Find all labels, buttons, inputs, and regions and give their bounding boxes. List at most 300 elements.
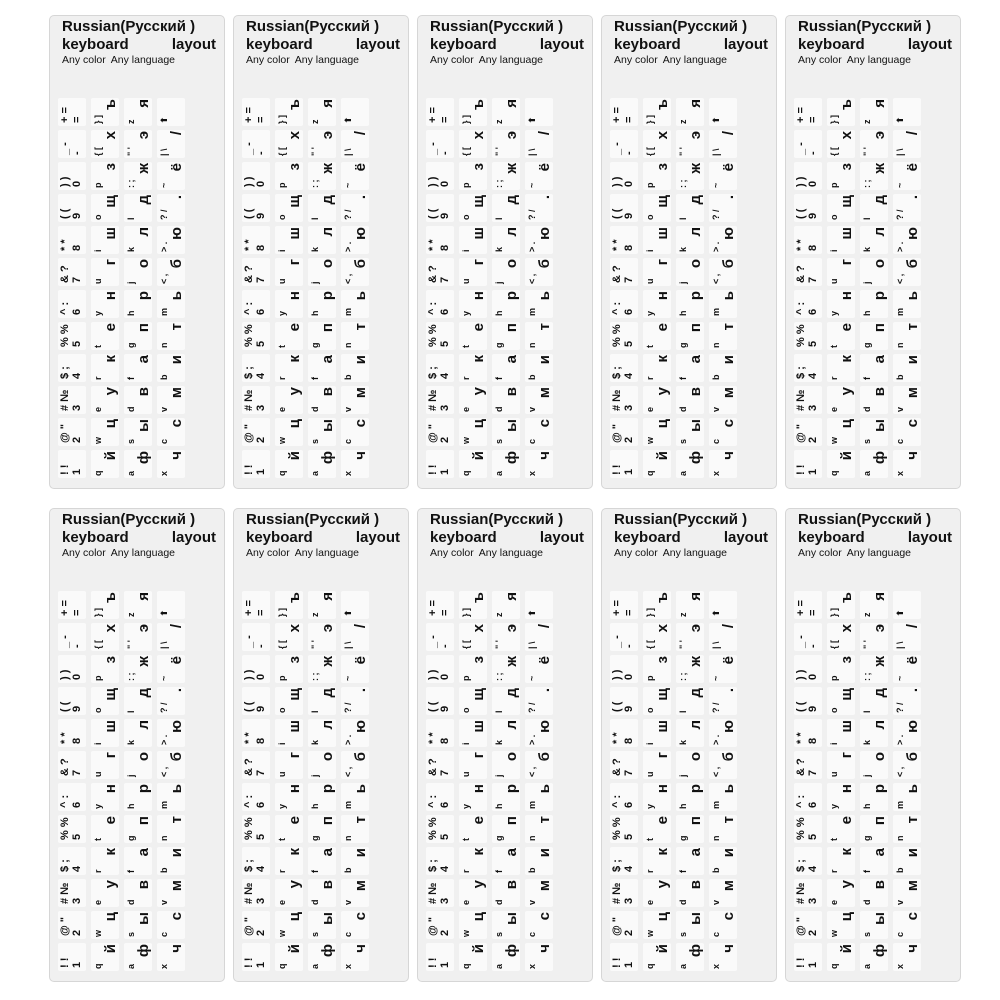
letter-key — [643, 751, 671, 779]
cyrillic-letter: б — [168, 259, 185, 269]
key-base-symbol: 0 — [807, 180, 819, 187]
letter-key — [643, 386, 671, 414]
cyrillic-letter: . — [904, 195, 921, 200]
latin-letter: m — [527, 307, 537, 316]
latin-letter: o — [93, 214, 103, 220]
letter-key — [827, 258, 855, 286]
cyrillic-letter: ж — [319, 163, 336, 174]
cyrillic-letter: ы — [687, 419, 704, 432]
letter-key — [308, 162, 336, 190]
keyboard-sticker-sheet — [233, 15, 409, 489]
key-base-symbol: 1 — [439, 961, 451, 968]
cyrillic-letter: ц — [654, 912, 671, 922]
tagline-text: Any language — [662, 54, 728, 66]
key-base-symbol: = — [623, 609, 635, 616]
letter-key — [492, 194, 520, 222]
cyrillic-letter: я — [319, 592, 336, 601]
key-label-group — [827, 943, 855, 971]
cyrillic-letter: ж — [687, 656, 704, 667]
cyrillic-letter: н — [654, 784, 671, 794]
key-label-group — [308, 258, 336, 286]
number-key — [794, 943, 822, 971]
key-base-symbol: 0 — [439, 673, 451, 680]
key-label-group — [426, 418, 454, 446]
key-label-group — [676, 719, 704, 747]
key-label-group — [91, 98, 119, 126]
tagline-text: Any color — [798, 547, 842, 559]
key-label-group — [860, 719, 888, 747]
key-label-group — [893, 322, 921, 350]
cyrillic-letter: ъ — [102, 592, 119, 603]
letter-key — [124, 162, 152, 190]
letter-key — [676, 719, 704, 747]
letter-key — [860, 226, 888, 254]
tagline-text: Any color — [614, 54, 658, 66]
latin-letter: e — [829, 899, 839, 905]
key-label-group — [610, 322, 638, 350]
key-label-group — [643, 450, 671, 478]
letter-key — [492, 162, 520, 190]
key-label-group — [643, 879, 671, 907]
letter-key — [525, 450, 553, 478]
latin-letter: | \ — [343, 641, 353, 649]
key-shift-symbol: * * — [795, 239, 807, 251]
cyrillic-letter: п — [503, 323, 520, 333]
tagline-text: Any color — [62, 54, 106, 66]
number-key — [610, 322, 638, 350]
sticker-header — [430, 511, 588, 560]
latin-letter: h — [126, 803, 136, 809]
subtitle-word: layout — [355, 36, 400, 53]
latin-letter: y — [93, 803, 103, 809]
letter-key — [643, 354, 671, 382]
number-key — [426, 354, 454, 382]
cyrillic-letter: ё — [352, 656, 369, 665]
key-base-symbol: 1 — [71, 468, 83, 475]
latin-letter: i — [93, 742, 103, 745]
letter-key — [860, 386, 888, 414]
key-label-group — [676, 655, 704, 683]
sticker-tagline — [430, 54, 588, 67]
key-shift-symbol: ^ : — [59, 301, 71, 315]
latin-letter: y — [277, 803, 287, 809]
letter-key — [459, 847, 487, 875]
cyrillic-letter: ъ — [654, 592, 671, 603]
sticker-title: Russian(Русский ) — [246, 18, 380, 35]
latin-letter: < , — [711, 273, 721, 284]
latin-letter: k — [678, 739, 688, 745]
key-label-group — [275, 591, 303, 619]
key-shift-symbol: _ - — [795, 635, 807, 648]
cyrillic-letter: м — [536, 387, 553, 399]
latin-letter: x — [711, 470, 721, 476]
letter-key — [91, 911, 119, 939]
key-shift-symbol: ( ( — [427, 208, 439, 219]
number-key — [426, 418, 454, 446]
key-label-group — [643, 783, 671, 811]
number-key — [794, 418, 822, 446]
latin-letter: m — [895, 800, 905, 809]
sticker-header — [62, 511, 220, 560]
cyrillic-letter: е — [838, 816, 855, 825]
key-label-group — [676, 290, 704, 318]
key-label-group — [709, 591, 737, 619]
latin-letter: v — [895, 406, 905, 412]
letter-key — [709, 418, 737, 446]
number-key — [426, 290, 454, 318]
key-label-group — [275, 719, 303, 747]
letter-key — [709, 98, 737, 126]
letter-key — [893, 130, 921, 158]
letter-key — [308, 418, 336, 446]
latin-letter: i — [461, 249, 471, 252]
key-label-group — [827, 879, 855, 907]
letter-key — [525, 783, 553, 811]
key-label-group — [525, 623, 553, 651]
cyrillic-letter: . — [168, 688, 185, 693]
letter-key — [275, 751, 303, 779]
key-base-symbol: 0 — [807, 673, 819, 680]
cyrillic-letter: с — [720, 419, 737, 428]
letter-key — [492, 623, 520, 651]
cyrillic-letter: л — [503, 720, 520, 730]
number-key — [58, 450, 86, 478]
letter-key — [275, 783, 303, 811]
key-base-symbol: 0 — [623, 673, 635, 680]
key-base-symbol: 9 — [807, 705, 819, 712]
cyrillic-letter: у — [102, 880, 119, 889]
latin-letter: > . — [159, 241, 169, 252]
key-label-group — [308, 226, 336, 254]
latin-letter: z — [310, 119, 320, 124]
key-label-group — [709, 943, 737, 971]
key-base-symbol: 4 — [623, 865, 635, 872]
key-label-group — [827, 847, 855, 875]
key-label-group — [459, 130, 487, 158]
key-label-group — [709, 719, 737, 747]
cyrillic-letter: д — [319, 688, 336, 698]
letter-key — [157, 322, 185, 350]
key-label-group — [794, 655, 822, 683]
latin-letter: r — [645, 869, 655, 873]
key-base-symbol: 9 — [71, 705, 83, 712]
letter-key — [157, 418, 185, 446]
latin-letter: " ' — [126, 640, 136, 649]
letter-key — [308, 226, 336, 254]
latin-letter: r — [93, 869, 103, 873]
key-label-group — [676, 911, 704, 939]
letter-key — [709, 815, 737, 843]
cyrillic-letter: ю — [168, 227, 185, 240]
key-shift-symbol: % % — [59, 817, 71, 840]
key-shift-symbol: * * — [611, 239, 623, 251]
latin-letter: e — [829, 406, 839, 412]
cyrillic-letter: ю — [536, 720, 553, 733]
key-label-group — [426, 815, 454, 843]
letter-key — [157, 354, 185, 382]
subtitle-word: layout — [723, 36, 768, 53]
cyrillic-letter: и — [904, 848, 921, 858]
key-base-symbol: 9 — [255, 705, 267, 712]
key-base-symbol: = — [807, 609, 819, 616]
letter-key — [709, 687, 737, 715]
cyrillic-letter: ю — [720, 720, 737, 733]
latin-letter: n — [343, 835, 353, 841]
letter-key — [893, 98, 921, 126]
latin-letter: z — [862, 119, 872, 124]
latin-letter: p — [93, 675, 103, 681]
number-key — [426, 591, 454, 619]
letter-key — [308, 655, 336, 683]
cyrillic-letter: и — [352, 355, 369, 365]
latin-letter: } ] — [93, 608, 103, 617]
latin-letter: | \ — [159, 148, 169, 156]
cyrillic-letter: ь — [536, 784, 553, 794]
keyboard-sticker-sheet — [785, 15, 961, 489]
latin-letter: u — [829, 771, 839, 777]
latin-letter: m — [711, 800, 721, 809]
latin-letter: y — [461, 803, 471, 809]
key-base-symbol: 8 — [623, 737, 635, 744]
cyrillic-letter: о — [503, 752, 520, 762]
key-label-group — [893, 162, 921, 190]
cyrillic-letter: ы — [135, 912, 152, 925]
cyrillic-letter: г — [838, 259, 855, 266]
number-key — [58, 98, 86, 126]
cyrillic-letter: н — [654, 291, 671, 301]
letter-key — [275, 591, 303, 619]
sticker-tagline — [246, 547, 404, 560]
letter-key — [459, 719, 487, 747]
letter-key — [459, 687, 487, 715]
latin-letter: p — [829, 182, 839, 188]
letter-key — [492, 879, 520, 907]
key-label-group — [643, 162, 671, 190]
key-label-group — [492, 847, 520, 875]
key-shift-symbol: ! ! — [795, 957, 807, 968]
letter-key — [827, 226, 855, 254]
cyrillic-letter: ф — [503, 944, 520, 958]
key-label-group — [860, 623, 888, 651]
key-label-group — [709, 162, 737, 190]
letter-key — [827, 290, 855, 318]
cyrillic-letter: у — [838, 387, 855, 396]
latin-letter: d — [678, 899, 688, 905]
cyrillic-letter: ч — [536, 944, 553, 953]
latin-letter: j — [494, 774, 504, 777]
letter-key — [893, 194, 921, 222]
letter-key — [341, 943, 369, 971]
number-key — [794, 847, 822, 875]
letter-key — [308, 98, 336, 126]
key-base-symbol: 1 — [623, 468, 635, 475]
cyrillic-letter: п — [687, 816, 704, 826]
key-label-group — [459, 162, 487, 190]
key-label-group — [426, 386, 454, 414]
cyrillic-letter: / — [352, 624, 369, 629]
latin-letter: g — [862, 835, 872, 841]
number-key — [242, 98, 270, 126]
key-label-group — [610, 162, 638, 190]
key-shift-symbol: _ - — [427, 635, 439, 648]
letter-key — [91, 687, 119, 715]
key-label-group — [610, 98, 638, 126]
key-label-group — [426, 322, 454, 350]
cyrillic-letter: щ — [102, 195, 119, 208]
letter-key — [709, 911, 737, 939]
key-label-group — [860, 943, 888, 971]
key-grid — [426, 86, 588, 482]
letter-key — [157, 687, 185, 715]
key-label-group — [525, 386, 553, 414]
letter-key — [275, 290, 303, 318]
key-label-group — [643, 623, 671, 651]
number-key — [242, 943, 270, 971]
key-label-group — [242, 322, 270, 350]
cyrillic-letter: ё — [168, 656, 185, 665]
latin-letter: o — [277, 707, 287, 713]
cyrillic-letter: с — [720, 912, 737, 921]
cyrillic-letter: ы — [503, 419, 520, 432]
number-key — [794, 751, 822, 779]
tagline-text: Any color — [430, 547, 474, 559]
letter-key — [275, 655, 303, 683]
key-shift-symbol: ! ! — [427, 464, 439, 475]
number-key — [58, 751, 86, 779]
number-key — [610, 258, 638, 286]
letter-key — [893, 751, 921, 779]
latin-letter: l — [494, 710, 504, 713]
latin-letter: r — [829, 869, 839, 873]
latin-letter: e — [645, 406, 655, 412]
letter-key — [308, 386, 336, 414]
number-key — [794, 386, 822, 414]
tagline-text: Any language — [478, 547, 544, 559]
cyrillic-letter: в — [503, 387, 520, 397]
number-key — [794, 911, 822, 939]
sticker-title: Russian(Русский ) — [246, 511, 380, 528]
letter-key — [827, 322, 855, 350]
key-label-group — [893, 943, 921, 971]
letter-key — [91, 290, 119, 318]
key-label-group — [341, 591, 369, 619]
cyrillic-letter: / — [168, 131, 185, 136]
key-label-group — [275, 226, 303, 254]
key-base-symbol: 3 — [807, 404, 819, 411]
key-label-group — [492, 322, 520, 350]
key-label-group — [242, 386, 270, 414]
cyrillic-letter: о — [687, 259, 704, 269]
letter-key — [709, 162, 737, 190]
key-label-group — [643, 290, 671, 318]
key-label-group — [275, 418, 303, 446]
key-base-symbol: 6 — [255, 801, 267, 808]
cyrillic-letter: э — [319, 624, 336, 633]
key-label-group — [794, 623, 822, 651]
cyrillic-letter: э — [135, 131, 152, 140]
letter-key — [124, 322, 152, 350]
letter-key — [893, 911, 921, 939]
cyrillic-letter: р — [871, 291, 888, 301]
latin-letter: j — [678, 774, 688, 777]
cyrillic-letter: в — [871, 880, 888, 890]
cyrillic-letter: к — [654, 848, 671, 856]
cyrillic-letter: е — [102, 816, 119, 825]
key-label-group — [426, 623, 454, 651]
cyrillic-letter: ь — [904, 291, 921, 301]
key-grid — [610, 86, 772, 482]
letter-key — [275, 226, 303, 254]
latin-letter: < , — [711, 766, 721, 777]
key-shift-symbol: ( ( — [795, 208, 807, 219]
number-key — [426, 130, 454, 158]
key-label-group — [91, 815, 119, 843]
cyrillic-letter: х — [470, 624, 487, 633]
letter-key — [492, 815, 520, 843]
key-label-group — [242, 226, 270, 254]
key-label-group — [459, 719, 487, 747]
letter-key — [525, 162, 553, 190]
cyrillic-letter: р — [319, 784, 336, 794]
latin-letter: z — [494, 119, 504, 124]
latin-letter: d — [678, 406, 688, 412]
cyrillic-letter: р — [871, 784, 888, 794]
key-label-group — [58, 226, 86, 254]
latin-letter: u — [93, 771, 103, 777]
letter-key — [124, 783, 152, 811]
cyrillic-letter: ш — [102, 720, 119, 733]
key-label-group — [308, 418, 336, 446]
key-label-group — [610, 783, 638, 811]
latin-letter: b — [159, 374, 169, 380]
key-label-group — [610, 879, 638, 907]
letter-key — [676, 815, 704, 843]
latin-letter: { [ — [93, 147, 103, 156]
number-key — [426, 322, 454, 350]
cyrillic-letter: с — [352, 912, 369, 921]
key-label-group — [341, 623, 369, 651]
cyrillic-letter: ё — [536, 656, 553, 665]
key-shift-symbol: _ - — [59, 635, 71, 648]
number-key — [426, 98, 454, 126]
key-label-group — [275, 751, 303, 779]
cyrillic-letter: ъ — [654, 99, 671, 110]
latin-letter: ? / — [527, 209, 537, 220]
cyrillic-letter: о — [871, 752, 888, 762]
key-label-group — [426, 751, 454, 779]
number-key — [426, 194, 454, 222]
letter-key — [308, 290, 336, 318]
letter-key — [341, 751, 369, 779]
latin-letter: ~ — [895, 675, 905, 681]
key-label-group — [58, 354, 86, 382]
letter-key — [860, 623, 888, 651]
number-key — [58, 591, 86, 619]
latin-letter: k — [862, 739, 872, 745]
key-label-group — [308, 450, 336, 478]
latin-letter: l — [678, 217, 688, 220]
key-label-group — [893, 751, 921, 779]
latin-letter: z — [126, 612, 136, 617]
latin-letter: i — [93, 249, 103, 252]
key-shift-symbol: % % — [611, 817, 623, 840]
letter-key — [91, 162, 119, 190]
number-key — [794, 719, 822, 747]
letter-key — [124, 354, 152, 382]
latin-letter: ? / — [895, 702, 905, 713]
key-shift-symbol: & ? — [243, 758, 255, 776]
latin-letter: n — [159, 342, 169, 348]
